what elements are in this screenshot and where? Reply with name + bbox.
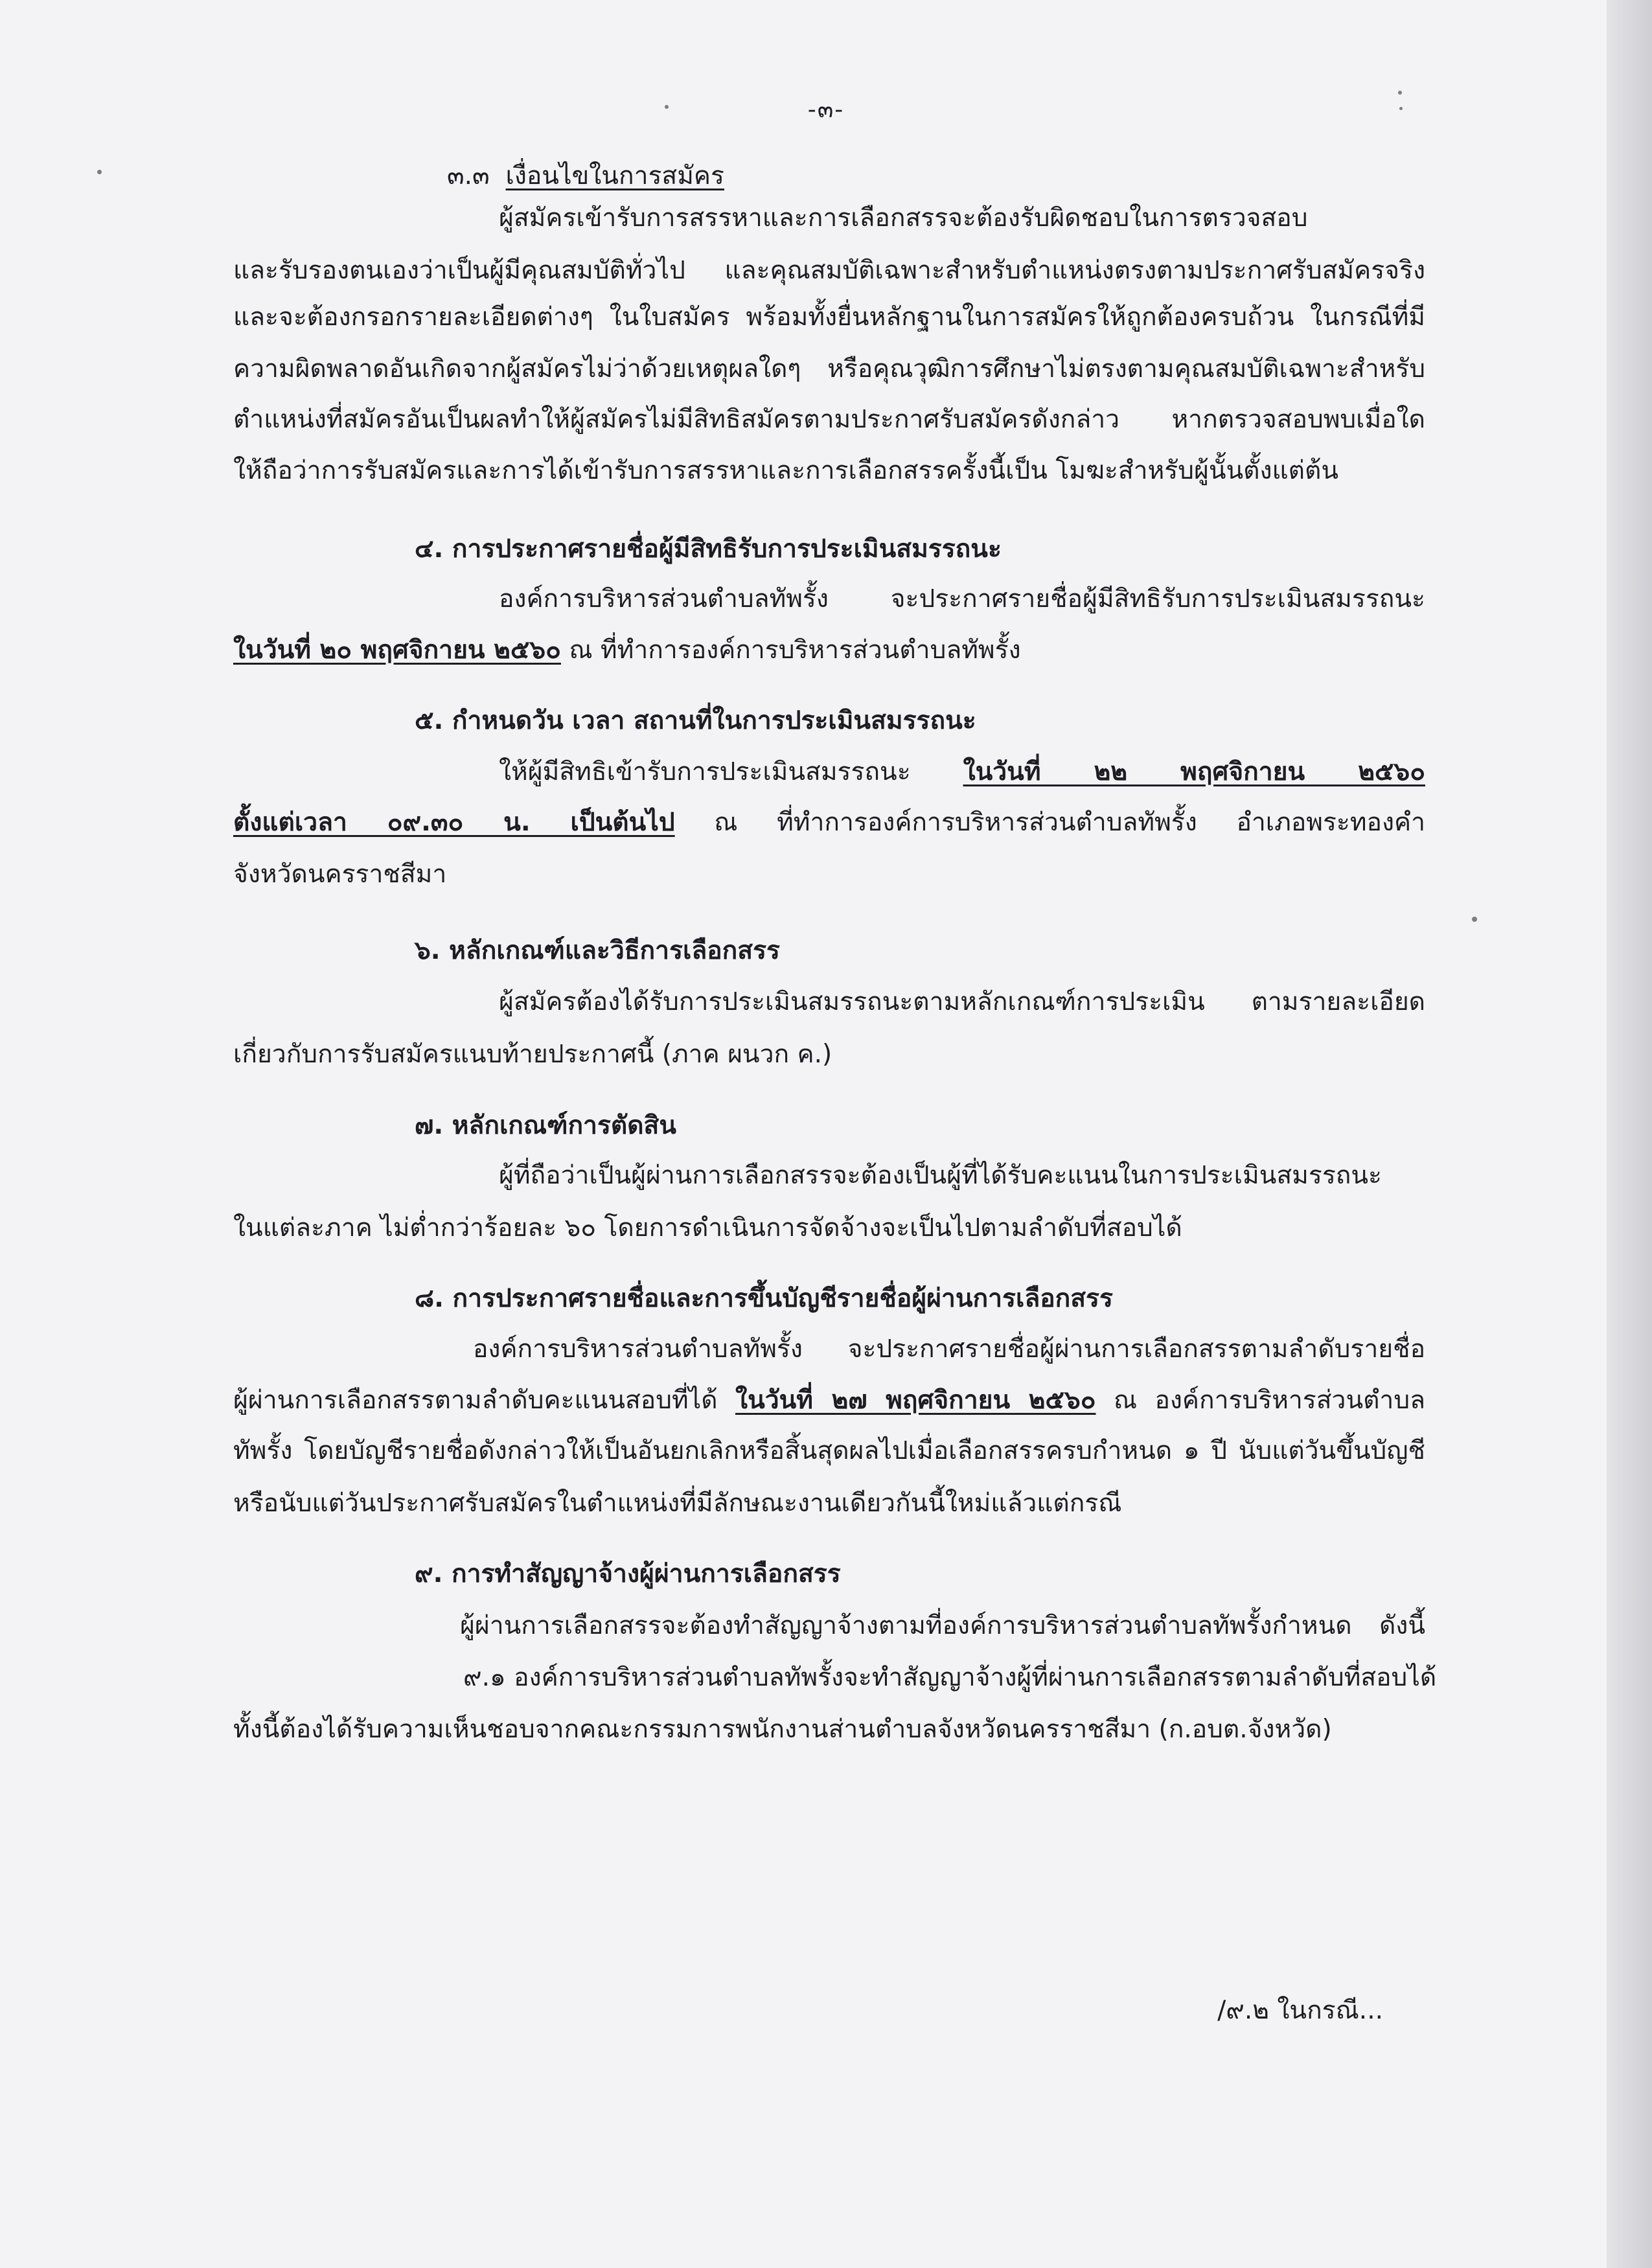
paragraph-line: ผู้สมัครเข้ารับการสรรหาและการเลือกสรรจะต้องรับผิดชอบในการตรวจสอบ	[499, 203, 1308, 233]
paragraph-line: ผู้สมัครต้องได้รับการประเมินสมรรถนะตามหลักเกณฑ์การประเมิน ตามรายละเอียด	[499, 987, 1425, 1016]
paragraph-line: ทั้งนี้ต้องได้รับความเห็นชอบจากคณะกรรมการพนักงานส่านตำบลจังหวัดนครราชสีมา (ก.อบต.จังหวัด)	[233, 1715, 1332, 1744]
scan-speck	[97, 170, 102, 174]
section-8-heading: ๘. การประกาศรายชื่อและการขึ้นบัญชีรายชื่อผู้ผ่านการเลือกสรร	[415, 1284, 1113, 1313]
paragraph-line: และรับรองตนเองว่าเป็นผู้มีคุณสมบัติทั่วไป และคุณสมบัติเฉพาะสำหรับตำแหน่งตรงตามประกาศรับสมัครจริง	[233, 256, 1425, 285]
paragraph-line: จังหวัดนครราชสีมา	[233, 860, 447, 889]
scan-speck	[1398, 91, 1402, 95]
section-5-heading: ๕. กำหนดวัน เวลา สถานที่ในการประเมินสมรรถนะ	[415, 706, 976, 735]
paragraph-line: หรือนับแต่วันประกาศรับสมัครในตำแหน่งที่มีลักษณะงานเดียวกันนี้ใหม่แล้วแต่กรณี	[233, 1489, 1122, 1518]
paragraph-text: ณ ที่ทำการองค์การบริหารส่วนตำบลทัพรั้ง อำเภอพระทองคำ	[674, 808, 1426, 837]
paragraph-line: ผู้ผ่านการเลือกสรรจะต้องทำสัญญาจ้างตามที่องค์การบริหารส่วนตำบลทัพรั้งกำหนด ดังนี้	[460, 1611, 1425, 1640]
paragraph-text: ให้ผู้มีสิทธิเข้ารับการประเมินสมรรถนะ	[499, 757, 963, 786]
paragraph-line	[233, 637, 1021, 663]
section-3-3-number: ๓.๓	[447, 161, 490, 190]
section-7-heading: ๗. หลักเกณฑ์การตัดสิน	[415, 1111, 677, 1140]
paragraph-line: ผู้ที่ถือว่าเป็นผู้ผ่านการเลือกสรรจะต้องเป็นผู้ที่ได้รับคะแนนในการประเมินสมรรถนะ	[499, 1161, 1382, 1190]
announcement-date: ในวันที่ ๒๐ พฤศจิกายน ๒๕๖๐	[233, 636, 561, 665]
results-date: ในวันที่ ๒๗ พฤศจิกายน ๒๕๖๐	[735, 1386, 1096, 1415]
paragraph-line: ความผิดพลาดอันเกิดจากผู้สมัครไม่ว่าด้วยเหตุผลใดๆ หรือคุณวุฒิการศึกษาไม่ตรงตามคุณสมบัติเฉพาะสำหรับ	[233, 354, 1425, 384]
paragraph-line	[233, 1388, 1425, 1413]
section-4-heading: ๔. การประกาศรายชื่อผู้มีสิทธิรับการประเมินสมรรถนะ	[415, 534, 1002, 564]
scanner-edge	[1607, 0, 1652, 2268]
scan-speck	[1399, 107, 1403, 110]
continuation-note: /๙.๒ ในกรณี...	[1217, 1996, 1383, 2025]
section-3-3-heading	[447, 163, 724, 189]
section-9-heading: ๙. การทำสัญญาจ้างผู้ผ่านการเลือกสรร	[415, 1559, 841, 1588]
paragraph-line: องค์การบริหารส่วนตำบลทัพรั้ง จะประกาศรายชื่อผู้มีสิทธิรับการประเมินสมรรถนะ	[499, 584, 1425, 613]
paragraph-line: ทัพรั้ง โดยบัญชีรายชื่อดังกล่าวให้เป็นอันยกเลิกหรือสิ้นสุดผลไปเมื่อเลือกสรรครบกำหนด ๑ ปี นับแต่วันขึ้นบัญชี	[233, 1436, 1425, 1465]
assessment-time: ตั้งแต่เวลา ๐๙.๓๐ น. เป็นต้นไป	[233, 808, 675, 837]
paragraph-text: ณ องค์การบริหารส่วนตำบล	[1096, 1386, 1425, 1415]
paragraph-line: ๙.๑ องค์การบริหารส่วนตำบลทัพรั้งจะทำสัญญาจ้างผู้ที่ผ่านการเลือกสรรตามลำดับที่สอบได้	[463, 1663, 1437, 1692]
paragraph-line: ในแต่ละภาค ไม่ต่ำกว่าร้อยละ ๖๐ โดยการดำเนินการจัดจ้างจะเป็นไปตามลำดับที่สอบได้	[233, 1213, 1182, 1243]
paragraph-line: ตำแหน่งที่สมัครอันเป็นผลทำให้ผู้สมัครไม่มีสิทธิสมัครตามประกาศรับสมัครดังกล่าว หากตรวจสอบพบเมื่อใด	[233, 405, 1425, 434]
scan-speck	[1472, 917, 1477, 922]
paragraph-line	[233, 810, 1425, 835]
section-3-3-title: เงื่อนไขในการสมัคร	[505, 161, 724, 190]
paragraph-line: และจะต้องกรอกรายละเอียดต่างๆ ในใบสมัคร พร้อมทั้งยื่นหลักฐานในการสมัครให้ถูกต้องครบถ้วน ในกรณีที่มี	[233, 303, 1425, 332]
section-6-heading: ๖. หลักเกณฑ์และวิธีการเลือกสรร	[415, 936, 780, 965]
paragraph-line: องค์การบริหารส่วนตำบลทัพรั้ง จะประกาศรายชื่อผู้ผ่านการเลือกสรรตามลำดับรายชื่อ	[473, 1334, 1425, 1364]
assessment-date: ในวันที่ ๒๒ พฤศจิกายน ๒๕๖๐	[963, 757, 1425, 786]
paragraph-line: ให้ถือว่าการรับสมัครและการได้เข้ารับการสรรหาและการเลือกสรรครั้งนี้เป็น โมฆะสำหรับผู้นั้นตั้งแต่ต้น	[233, 456, 1338, 485]
page-number: -๓-	[807, 97, 845, 123]
paragraph-text: ณ ที่ทำการองค์การบริหารส่วนตำบลทัพรั้ง	[560, 636, 1021, 665]
paragraph-line: เกี่ยวกับการรับสมัครแนบท้ายประกาศนี้ (ภาค ผนวก ค.)	[233, 1040, 832, 1069]
scan-speck	[665, 105, 669, 109]
paragraph-text: ผู้ผ่านการเลือกสรรตามลำดับคะแนนสอบที่ได้	[233, 1386, 736, 1415]
paragraph-line	[499, 759, 1425, 785]
